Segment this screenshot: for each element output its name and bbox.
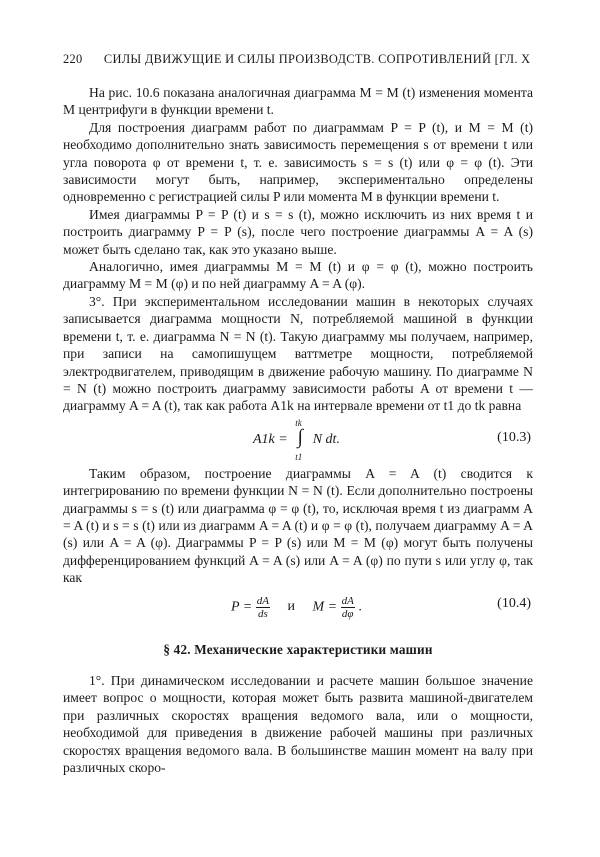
integral-upper-limit: tk (295, 417, 302, 428)
equation-10-4 (63, 587, 533, 625)
paragraph: 1°. При динамическом исследовании и расчете машин большое значение имеет вопрос о мощности, которая может быть развита машиной-двигателем при различных скоростях вращения ведомого вала, или о мощности, необходимой для приведения в движение рабочей машины при различных скоростях вращения ведомого вала. В большинстве машин момент на валу при различных скоро- (63, 672, 533, 775)
equation-period: . (358, 599, 362, 615)
paragraph: Для построения диаграмм работ по диаграммам P = P (t), и M = M (t) необходимо дополнительно знать зависимость перемещения s от времени t или угла поворота φ от времени t, т. е. зависимость s = s (t) или φ = φ (t). Эти зависимости могут быть, например, экспериментально определены одновременно с регистрацией силы P или момента M в функции времени t. (63, 119, 533, 205)
fraction-numerator: dA (256, 594, 269, 607)
running-title: СИЛЫ ДВИЖУЩИЕ И СИЛЫ ПРОИЗВОДСТВ. СОПРОТИВЛЕНИЙ [ГЛ. X (103, 52, 531, 66)
conjunction: и (287, 599, 295, 615)
equation-10-3 (63, 415, 533, 465)
page-number: 220 (63, 52, 83, 66)
equation-number: (10.3) (497, 429, 531, 445)
page-header (63, 52, 533, 67)
integral-sign: ∫ (297, 425, 303, 448)
paragraph: Аналогично, имея диаграммы M = M (t) и φ = φ (t), можно построить диаграмму M = M (φ) и по ней диаграмму A = A (φ). (63, 259, 533, 292)
equation-rhs: N dt. (312, 431, 340, 447)
fraction-denominator: ds (257, 607, 268, 620)
equation-p-lhs: P = (231, 599, 253, 615)
fraction-dA-ds (256, 595, 270, 620)
paragraph: На рис. 10.6 показана аналогичная диаграмма M = M (t) изменения момента M центрифуги в функции времени t. (63, 85, 533, 118)
fraction-numerator: dA (341, 594, 354, 607)
equation-expression (253, 417, 340, 462)
fraction-denominator: dφ (341, 607, 354, 620)
fraction-dA-dphi (341, 595, 355, 620)
equation-number: (10.4) (497, 595, 531, 611)
section-heading: § 42. Механические характеристики машин (163, 641, 433, 657)
integral-lower-limit: t1 (295, 451, 303, 462)
paragraph: Таким образом, построение диаграммы A = A (t) сводится к интегрированию по времени функции N = N (t). Если дополнительно построены диаграммы s = s (t) или диаграмма φ = φ (t), то, исключая время t из диаграмм A = A (t) и s = s (t) или из диаграмм A = A (t) и φ = φ (t), получаем диаграмму A = A (s) или A = A (φ). Диаграммы P = P (s) или M = M (φ) могут быть получены дифференцированием функций A = A (s) или A = A (φ) по пути s или углу φ, так как (63, 465, 533, 586)
equation-expression (231, 595, 362, 620)
page-body (63, 84, 533, 776)
equation-m-lhs: M = (312, 599, 338, 615)
paragraph: 3°. При экспериментальном исследовании машин в некоторых случаях записывается диаграмма мощности N, потребляемой машиной в функции времени t, т. е. диаграмма N = N (t). Такую диаграмму мы получаем, например, при записи на самопишущем ваттметре мощности, потребляемой электродвигателем, приводящим в движение рабочую машину. По диаграмме N = N (t) можно построить диаграмму зависимости работы A от времени t — диаграмму A = A (t), так как работа A1k на интервале времени от t1 до tk равна (63, 293, 533, 414)
paragraph: Имея диаграммы P = P (t) и s = s (t), можно исключить из них время t и построить диаграмму P = P (s), после чего построение диаграммы A = A (s) может быть сделано так, как это указано выше. (63, 206, 533, 257)
equation-lhs: A1k = (253, 431, 288, 447)
